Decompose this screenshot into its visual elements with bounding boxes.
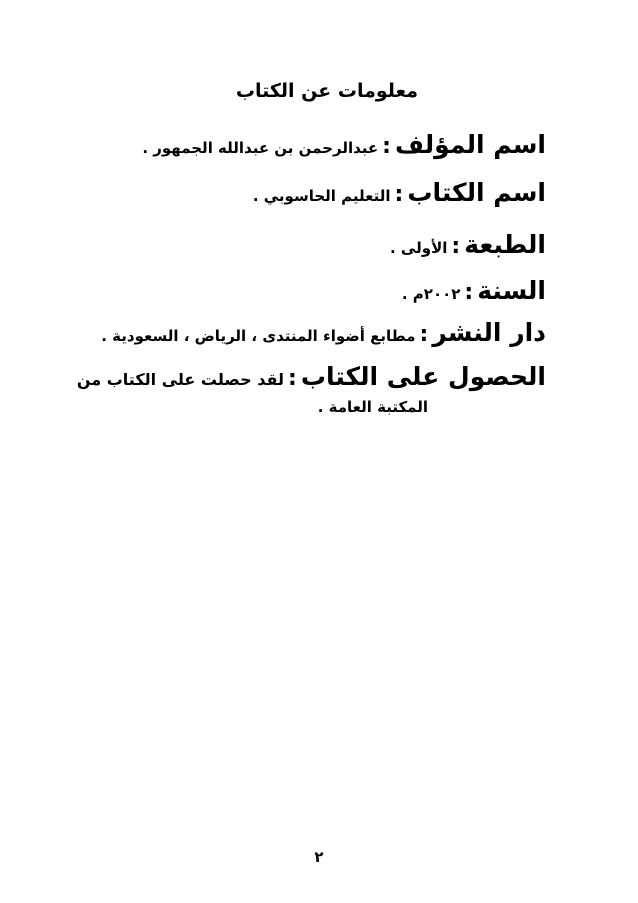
page-number: ٢	[314, 848, 324, 866]
field-label: اسم الكتاب	[407, 178, 546, 207]
page-title: معلومات عن الكتاب	[235, 80, 418, 102]
field-value: لقد حصلت على الكتاب من	[76, 370, 285, 389]
field-label: الطبعة	[464, 230, 546, 259]
field-label: السنة	[477, 276, 546, 305]
field-label: اسم المؤلف	[394, 130, 546, 159]
field-separator: :	[419, 322, 429, 347]
field-separator: :	[394, 182, 404, 207]
field-publisher	[101, 318, 546, 347]
field-label: الحصول على الكتاب	[300, 362, 546, 391]
field-acquisition	[77, 362, 546, 391]
field-author	[142, 130, 546, 159]
field-value: ٢٠٠٢م .	[401, 285, 461, 303]
field-book-title	[253, 178, 546, 207]
field-value: عبدالرحمن بن عبدالله الجمهور .	[142, 139, 379, 157]
field-separator: :	[288, 366, 297, 391]
field-year	[402, 276, 546, 305]
field-value: الأولى .	[390, 239, 448, 257]
field-acquisition-continuation: المكتبة العامة .	[317, 398, 428, 416]
field-value: مطابع أضواء المنتدى ، الرياض ، السعودية .	[101, 327, 416, 345]
field-value: التعليم الحاسوبي .	[252, 187, 391, 205]
field-separator: :	[382, 134, 391, 159]
field-separator: :	[451, 234, 461, 259]
field-separator: :	[464, 280, 474, 305]
field-edition	[390, 230, 546, 259]
field-label: دار النشر	[432, 318, 546, 347]
